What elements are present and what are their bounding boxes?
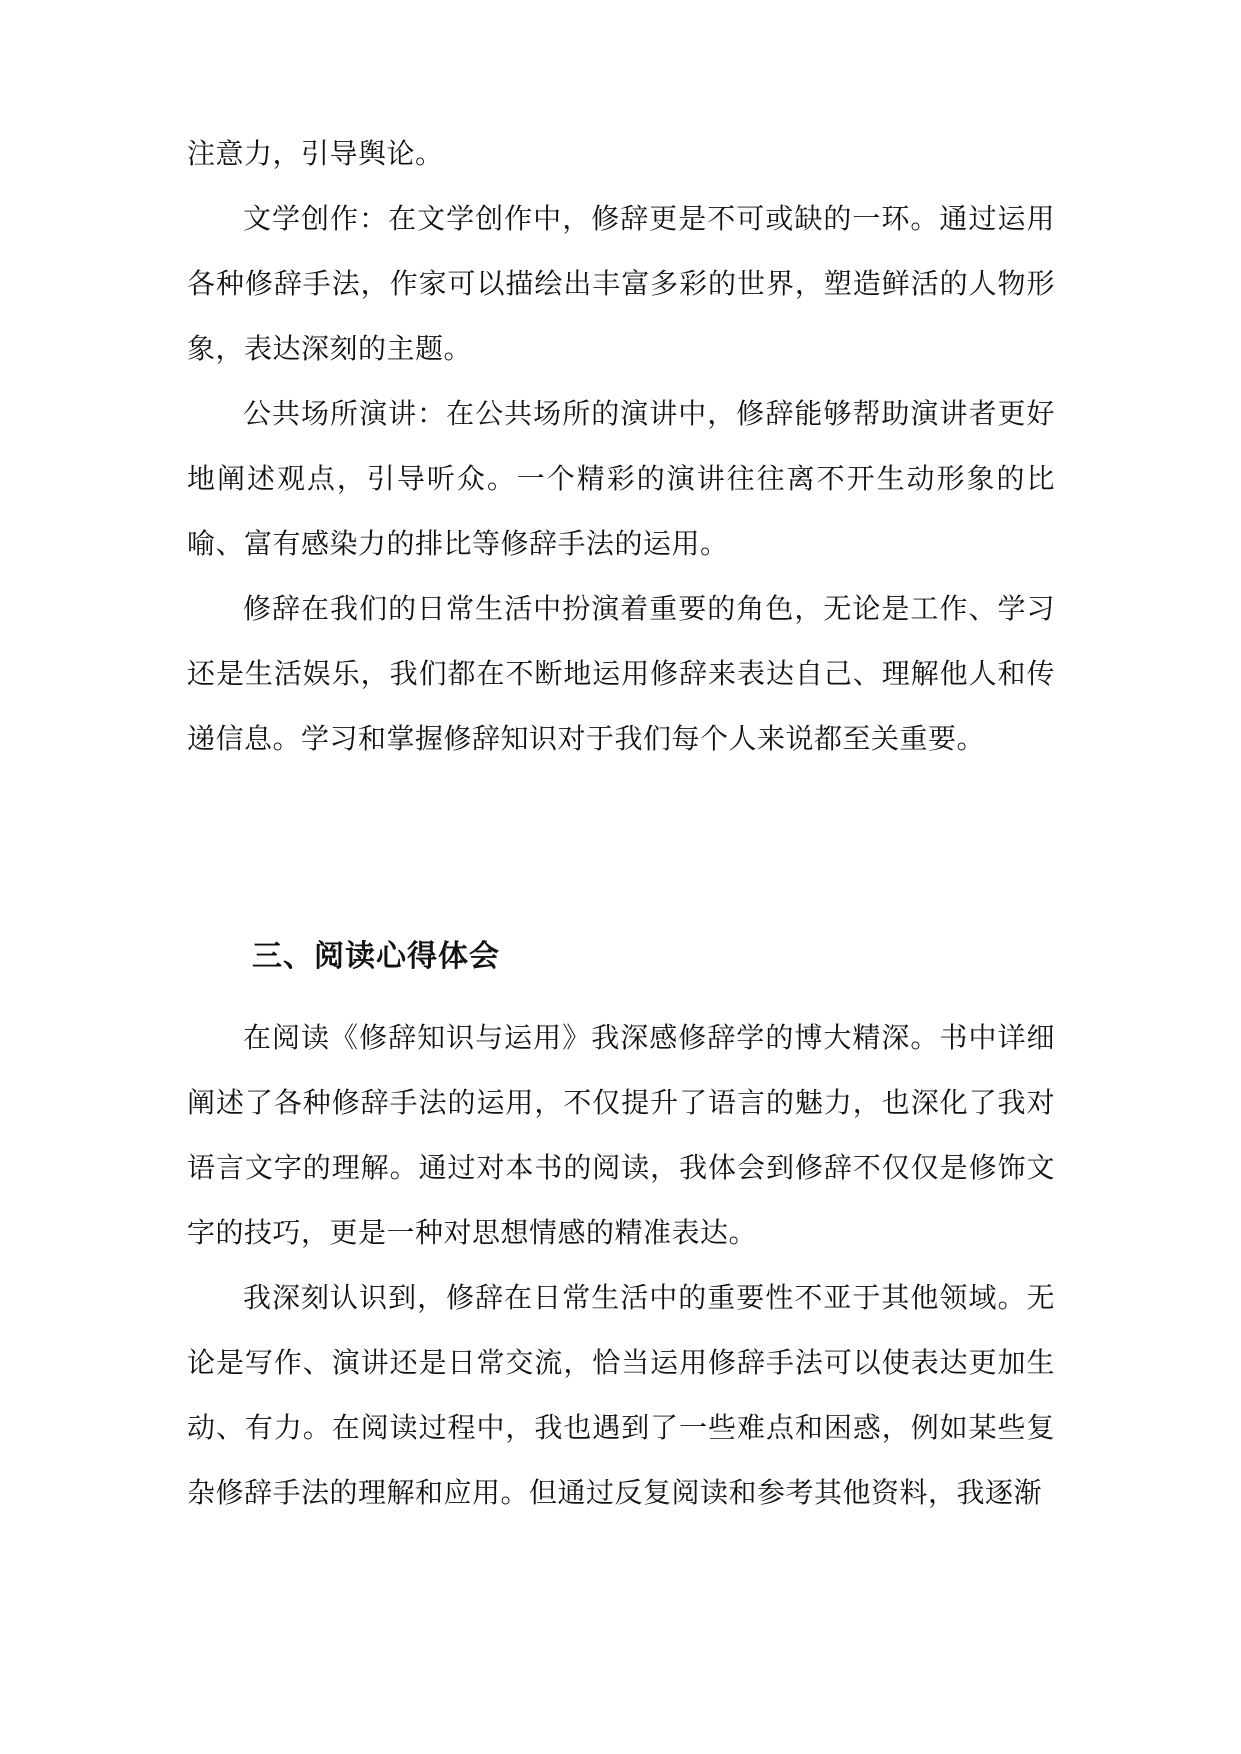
section-body-2 bbox=[187, 1005, 1055, 1525]
paragraph-rhetoric-daily-life: 修辞在我们的日常生活中扮演着重要的角色，无论是工作、学习还是生活娱乐，我们都在不断地运用修辞来表达自己、理解他人和传递信息。学习和掌握修辞知识对于我们每个人来说都至关重要。 bbox=[187, 592, 1055, 755]
section-heading: 三、阅读心得体会 bbox=[252, 939, 500, 974]
paragraph-public-speaking: 公共场所演讲：在公共场所的演讲中，修辞能够帮助演讲者更好地阐述观点，引导听众。一个精彩的演讲往往离不开生动形象的比喻、富有感染力的排比等修辞手法的运用。 bbox=[187, 397, 1055, 560]
paragraph-daily-importance: 我深刻认识到，修辞在日常生活中的重要性不亚于其他领域。无论是写作、演讲还是日常交流，恰当运用修辞手法可以使表达更加生动、有力。在阅读过程中，我也遇到了一些难点和困惑，例如某些复杂修辞手法的理解和应用。但通过反复阅读和参考其他资料，我逐渐 bbox=[187, 1281, 1055, 1509]
section-body-1 bbox=[187, 121, 1055, 771]
paragraph-continuation: 注意力，引导舆论。 bbox=[187, 137, 444, 170]
paragraph-literary-creation: 文学创作：在文学创作中，修辞更是不可或缺的一环。通过运用各种修辞手法，作家可以描绘出丰富多彩的世界，塑造鲜活的人物形象，表达深刻的主题。 bbox=[187, 202, 1055, 365]
paragraph-reading-reflection: 在阅读《修辞知识与运用》我深感修辞学的博大精深。书中详细阐述了各种修辞手法的运用，不仅提升了语言的魅力，也深化了我对语言文字的理解。通过对本书的阅读，我体会到修辞不仅仅是修饰文字的技巧，更是一种对思想情感的精准表达。 bbox=[187, 1021, 1055, 1249]
